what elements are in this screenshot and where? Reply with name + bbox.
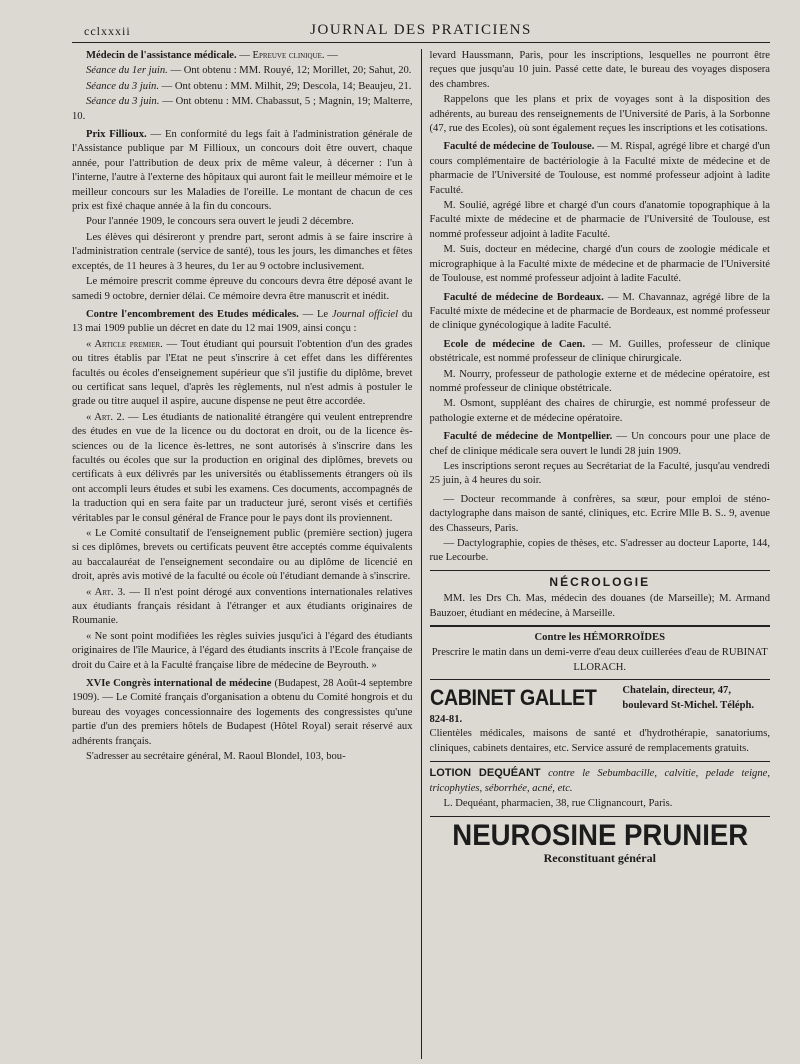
congres-continued-2: Rappelons que les plans et prix de voyages sont à la disposition des adhérents, au bureau des renseignements de l'Université de Paris, à la Sorbonne (47, rue des Ecoles), où sont également reçues les inscriptions et les cotisations. (429, 94, 770, 135)
lotion-name: LOTION DEQUÉANT (429, 767, 541, 780)
gallet-name: CABINET GALLET (429, 685, 596, 711)
necrologie-title: NÉCROLOGIE (549, 574, 651, 589)
lotion-address: L. Dequéant, pharmacien, 38, rue Clignancourt, Paris. (443, 798, 673, 810)
encombrement-comite: « Le Comité consultatif de l'enseignement public (première section) jugera si ces diplômes, brevets ou certificats peuvent être acceptés comme équivalents au baccalauréat de l'enseignement secondaire ou au diplôme de licencié en droit, après avis motivé de la faculté ou école où l'étudiant demande à s'inscrire. (72, 528, 413, 583)
encombrement-art3: « Art. 3. — Il n'est point dérogé aux conventions internationales relatives aux étudiants français résidant à l'étranger et aux étudiants originaires de Roumanie. (72, 586, 413, 627)
ad-rule-2 (430, 761, 771, 762)
montpellier-p2: Les inscriptions seront reçues au Secrétariat de la Faculté, jusqu'au vendredi 25 juin, à 4 heures du soir. (429, 460, 770, 487)
necrologie-rule-bottom (430, 625, 771, 627)
ad-lotion-dequeant (430, 766, 771, 811)
fillioux-p3: Les élèves qui désireront y prendre part, seront admis à se faire inscrire à l'administration centrale (service de santé), tous les jours, les dimanches et fêtes exceptés, de 11 heures à 3 heures, du 1er au 9 octobre inclusivement. (72, 231, 413, 272)
assistance-seance-3: Séance du 3 juin. — Ont obtenu : MM. Chabassut, 5 ; Magnin, 19; Malterre, 10. (72, 96, 413, 122)
assistance-seance-2: Séance du 3 juin. — Ont obtenu : MM. Milhit, 29; Descola, 14; Beaujeu, 21. (86, 80, 412, 92)
congres-continued-1: levard Haussmann, Paris, pour les inscriptions, lesquelles ne pourront être reçues que jusqu'au 10 juin. Passé cette date, le bureau des voyages disposera des chambres. (429, 50, 770, 90)
page-number: cclxxxii (84, 24, 131, 38)
assistance-seance-1: Séance du 1er juin. — Ont obtenu : MM. Rouyé, 12; Morillet, 20; Sahut, 20. (86, 65, 412, 77)
fillioux-p2: Pour l'année 1909, le concours sera ouvert le jeudi 2 décembre. (86, 216, 354, 228)
montpellier-p1: Faculté de médecine de Montpellier. — Un concours pour une place de chef de clinique médicale sera ouvert le lundi 28 juin 1909. (429, 431, 770, 457)
necrologie-rule-top (430, 570, 771, 571)
encombrement-intro: Contre l'encombrement des Etudes médicales. — Le Journal officiel du 13 mai 1909 publie un décret en date du 12 mai 1909, ainsi conçu : (72, 308, 413, 335)
caen-p3: M. Osmont, suppléant des chaires de chirurgie, est nommé professeur de pathologie externe et de médecine opératoire. (429, 398, 770, 424)
annonce-stenodactylo: — Docteur recommande à confrères, sa sœur, pour emploi de sténo-dactylographe dans maison de santé, cliniques, etc. Ecrire Mlle B. S.. 9, avenue des Chasseurs, Paris. (429, 493, 770, 534)
toulouse-p1: Faculté de médecine de Toulouse. — M. Rispal, agrégé libre et chargé d'un cours complémentaire de bactériologie à la Faculté mixte de médecine et de pharmacie de l'Université de Toulouse, est nommé professeur adjoint à ladite Faculté. (429, 141, 770, 196)
gallet-text: Clientèles médicales, maisons de santé et d'hydrothérapie, sanatoriums, cliniques, cabinets dentaires, etc. Service assuré de remplacements gratuits. (429, 728, 770, 754)
page-header (72, 20, 770, 43)
caen-p2: M. Nourry, professeur de pathologie externe et de médecine opératoire, est nommé professeur de clinique obstétricale. (429, 368, 770, 394)
columns (72, 49, 770, 1059)
toulouse-p2: M. Soulié, agrégé libre et chargé d'un cours d'anatomie topographique à la Faculté mixte de médecine et de pharmacie de l'Université de Toulouse, est nommé professeur adjoint à ladite Faculté. (429, 200, 770, 240)
fillioux-p4: Le mémoire prescrit comme épreuve du concours devra être déposé avant le samedi 9 octobre, dernier délai. Ce mémoire devra être manuscrit et inédit. (72, 276, 413, 302)
assistance-heading: Médecin de l'assistance médicale. — Epreuve clinique. — (86, 50, 338, 61)
left-column (72, 49, 421, 1059)
ad-hemorroides: Contre les HÉMORROÏDES Prescrire le matin dans un demi-verre d'eau deux cuillerées d'eau de RUBINAT LLORACH. (431, 632, 768, 673)
journal-title: JOURNAL DES PRATICIENS (310, 22, 532, 38)
ad-neurosine (430, 818, 771, 865)
annonce-dactylographie: — Dactylographie, copies de thèses, etc. S'adresser au docteur Laporte, 144, rue Lecourbe. (429, 538, 770, 564)
caen-p1: Ecole de médecine de Caen. — M. Guilles, professeur de clinique obstétricale, est nommé professeur de clinique chirurgicale. (429, 338, 770, 365)
neurosine-title: NEUROSINE PRUNIER (451, 818, 748, 852)
bordeaux-paragraph: Faculté de médecine de Bordeaux. — M. Chavannaz, agrégé libre de la Faculté mixte de médecine et de pharmacie de Bordeaux, est nommé professeur de clinique gynécologique à ladite Faculté. (429, 291, 770, 332)
ad-rule-1 (430, 679, 771, 680)
lotion-text: contre le Sebumbacille, calvitie, pelade teigne, tricophyties, séborrhée, acné, etc. (429, 768, 770, 794)
right-column (422, 49, 771, 1059)
gallet-info: Chatelain, directeur, 47, boulevard St-Michel. Téléph. 824-81. (429, 685, 755, 726)
encombrement-art1: « Article premier. — Tout étudiant qui poursuit l'obtention d'un des grades ou titres établis par l'Etat ne peut s'inscrire à cet effet dans les différentes facultés ou écoles d'enseignement supérieur que s'il justifie du diplôme, brevet ou certificat sans lequel, d'après les règlements, nul n'est admis à postuler le grade ou titre auquel il aspire, aucune dispense ne peut être accordée. (72, 338, 413, 408)
toulouse-p3: M. Suis, docteur en médecine, chargé d'un cours de zoologie médicale et micrographique à la Faculté mixte de médecine et de pharmacie de l'Université de Toulouse, est nommé professeur adjoint à ladite Faculté. (429, 244, 770, 285)
congres-address: S'adresser au secrétaire général, M. Raoul Blondel, 103, bou- (86, 751, 346, 763)
congres-paragraph: XVIe Congrès international de médecine (Budapest, 28 Août-4 septembre 1909). — Le Comité français d'organisation a obtenu du Comité hongrois et du bureau des voyages concessionnaire des logements des congressistes qu'une partie d'un des premiers hôtels de Budapest (Hôtel Royal) serait réservé aux adhérents français. (72, 678, 413, 747)
encombrement-final: « Ne sont point modifiées les règles suivies jusqu'ici à l'égard des étudiants originaires de l'île Maurice, à l'égard des étudiants inscrits à l'Ecole française de droit du Caire et à la Faculté française libre de médecine de Beyrouth. » (72, 630, 413, 671)
ad-rule-3 (430, 816, 771, 817)
neurosine-subtitle: Reconstituant général (543, 850, 656, 865)
necrologie-text: MM. les Drs Ch. Mas, médecin des douanes (de Marseille); M. Armand Bauzoer, étudiant en médecine, à Marseille. (429, 593, 770, 619)
encombrement-art2: « Art. 2. — Les étudiants de nationalité étrangère qui veulent entreprendre des études en vue de la licence ou du doctorat en droit, ou de la licence ès-sciences ou de la licence ès-lettres, ne sont autorisés à s'inscrire dans les facultés ou écoles que sur la production en original des diplômes, brevets ou certificats à eux délivrés par les universités ou établissements étrangers où ils ont accompli leurs études et subi les examens. Ces documents, accompagnés de la traduction qui en sera faite par un traducteur juré, seront visés et certifiés véritables par le consul général de France pour le pays dont ils proviennent. (72, 411, 413, 524)
ad-cabinet-gallet (430, 684, 771, 757)
fillioux-p1: Prix Fillioux. — En conformité du legs fait à l'administration générale de l'Assistance publique par M Fillioux, un concours doit être ouvert, chaque année, pour l'attribution de deux prix de même valeur, à décerner : l'un à l'interne, l'autre à l'externe des hôpitaux qui auront fait le meilleur mémoire et le meilleur concours sur les Maladies de l'oreille. Le montant de chacun de ces prix est fixé chaque année à la fin du concours. (72, 129, 413, 213)
